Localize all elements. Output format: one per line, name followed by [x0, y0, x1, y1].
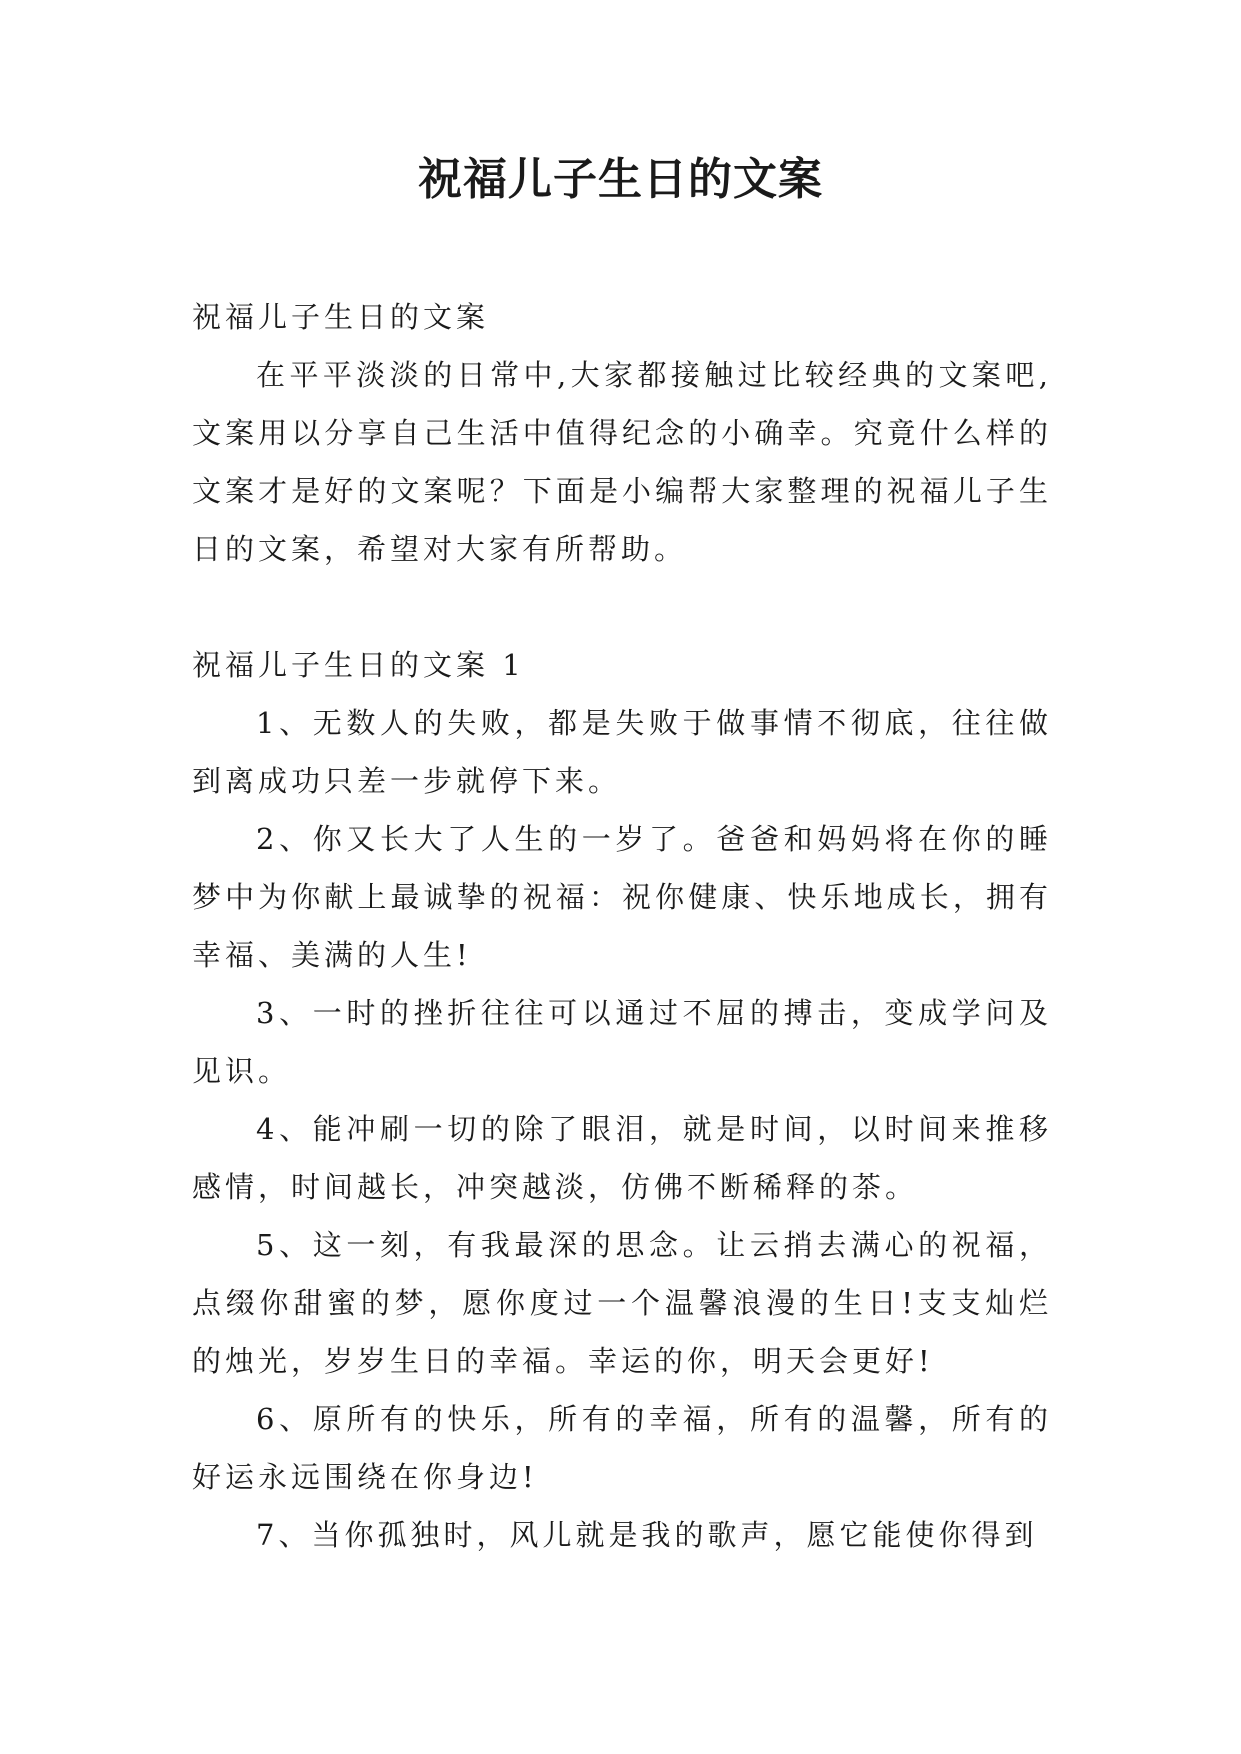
- list-item: 7、当你孤独时，风儿就是我的歌声，愿它能使你得到: [256, 1518, 1038, 1552]
- list-item: 5、这一刻，有我最深的思念。让云捎去满心的祝福，点缀你甜蜜的梦，愿你度过一个温馨浪漫的生日!支支灿烂的烛光，岁岁生日的幸福。幸运的你，明天会更好!: [192, 1228, 1052, 1378]
- document-subtitle: 祝福儿子生日的文案: [192, 300, 490, 334]
- list-item: 6、原所有的快乐，所有的幸福，所有的温馨，所有的好运永远围绕在你身边!: [192, 1402, 1052, 1494]
- intro-paragraph: 在平平淡淡的日常中,大家都接触过比较经典的文案吧,文案用以分享自己生活中值得纪念的小确幸。究竟什么样的文案才是好的文案呢？下面是小编帮大家整理的祝福儿子生日的文案，希望对大家有所帮助。: [192, 358, 1052, 566]
- document-body: [192, 288, 1052, 1564]
- list-item: 1、无数人的失败，都是失败于做事情不彻底，往往做到离成功只差一步就停下来。: [192, 706, 1052, 798]
- paragraph-spacer: [192, 578, 1052, 636]
- section-heading: 祝福儿子生日的文案 1: [192, 648, 525, 682]
- list-item: 2、你又长大了人生的一岁了。爸爸和妈妈将在你的睡梦中为你献上最诚挚的祝福：祝你健康、快乐地成长，拥有幸福、美满的人生!: [192, 822, 1052, 972]
- list-item: 4、能冲刷一切的除了眼泪，就是时间，以时间来推移感情，时间越长，冲突越淡，仿佛不断稀释的茶。: [192, 1112, 1052, 1204]
- document-title: 祝福儿子生日的文案: [418, 154, 823, 205]
- list-item: 3、一时的挫折往往可以通过不屈的搏击，变成学问及见识。: [192, 996, 1052, 1088]
